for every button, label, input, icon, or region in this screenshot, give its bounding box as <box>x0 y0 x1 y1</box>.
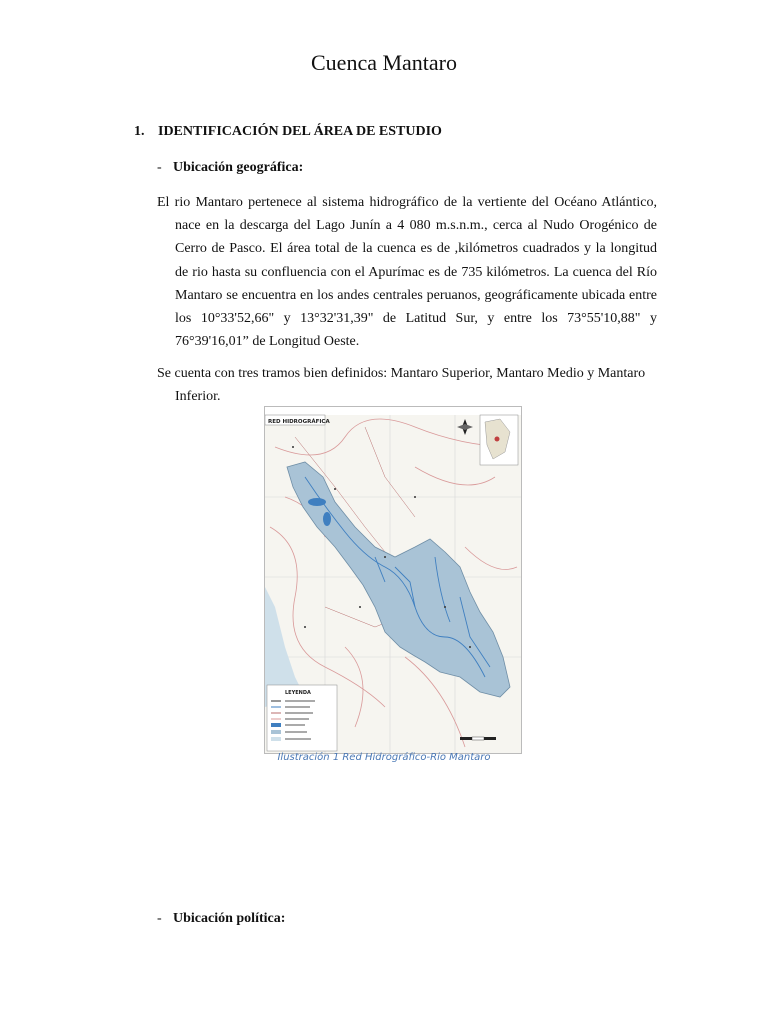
document-title: Cuenca Mantaro <box>311 50 457 75</box>
list-dash: - <box>157 911 162 926</box>
map-image <box>265 407 521 753</box>
hydrographic-map-figure <box>264 406 522 754</box>
scale-bar <box>460 737 496 740</box>
section-heading-text: IDENTIFICACIÓN DEL ÁREA DE ESTUDIO <box>158 124 442 139</box>
list-dash: - <box>157 160 162 175</box>
section-heading <box>134 124 442 140</box>
subsection-geografica <box>157 160 303 176</box>
section-number: 1. <box>134 124 145 139</box>
subsection-heading: Ubicación geográfica: <box>173 160 304 175</box>
map-title: RED HIDROGRÁFICA <box>268 419 330 425</box>
figure-caption: Ilustración 1 Red Hidrográfico-Rio Mantaro <box>277 752 491 763</box>
subsection-politica <box>157 911 285 927</box>
legend-title: LEYENDA <box>285 690 311 696</box>
paragraph-tramos: Se cuenta con tres tramos bien definidos: Mantaro Superior, Mantaro Medio y Mantaro Inferior. <box>157 366 646 405</box>
subsection-heading: Ubicación política: <box>173 911 286 926</box>
paragraph-description: El rio Mantaro pertenece al sistema hidrográfico de la vertiente del Océano Atlántico, nace en la descarga del Lago Junín a 4 080 m.s.n.m., cerca al Nudo Orogénico de Cerro de Pasco. El área total de la cuenca es de ,kilómetros cuadrados y la longitud de rio hasta su confluencia con el Apurímac es de 735 kilómetros. La cuenca del Río Mantaro se encuentra en los andes centrales peruanos, geográficamente ubicada entre los 10°33'52,66" y 13°32'31,39" de Latitud Sur, y entre los 73°55'10,88" y 76°39'16,01” de Longitud Oeste. <box>157 195 657 350</box>
